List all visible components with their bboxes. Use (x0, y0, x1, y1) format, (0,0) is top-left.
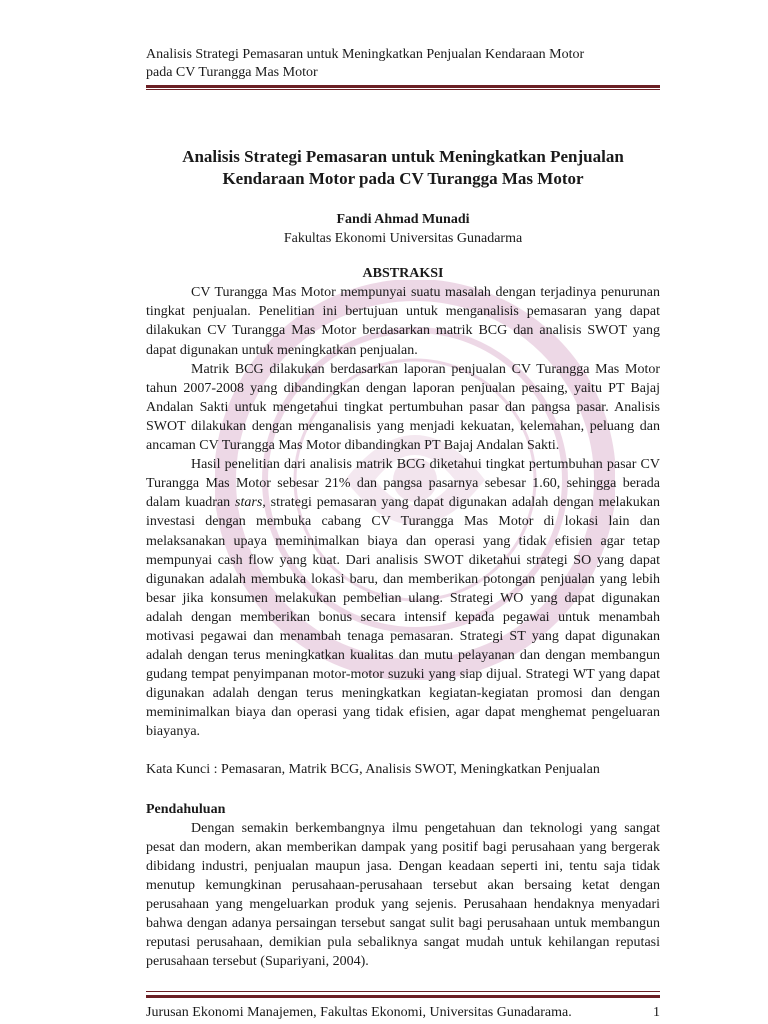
introduction-paragraph: Dengan semakin berkembangnya ilmu pengetahuan dan teknologi yang sangat pesat dan modern, akan memberikan dampak yang positif bagi perusahaan yang bergerak dibidang industri, penjualan maupun jasa. Dengan keadaan seperti ini, tentu saja tidak menutup kemungkinan perusahaan-perusahaan tersebut akan bersaing ketat dengan perusahaan yang mengeluarkan produk yang sejenis. Perusahaan hendaknya menyadari bahwa dengan adanya persaingan tersebut sangat sulit bagi perusahaan untuk membangun reputasi perusahaan, demikian pula sebaliknya sangat mudah untuk kehilangan reputasi perusahaan tersebut (Supariyani, 2004). (146, 820, 660, 970)
keywords: Kata Kunci : Pemasaran, Matrik BCG, Analisis SWOT, Meningkatkan Penjualan (146, 761, 600, 777)
author-name: Fandi Ahmad Munadi (336, 212, 470, 227)
running-header-line-2: pada CV Turangga Mas Motor (146, 65, 318, 80)
footer-rule (146, 995, 660, 998)
paper-title-line-1: Analisis Strategi Pemasaran untuk Meningkatkan Penjualan (182, 147, 624, 166)
abstract-paragraph: CV Turangga Mas Motor mempunyai suatu masalah dengan terjadinya penurunan tingkat penjualan. Penelitian ini bertujuan untuk menganalisis pemasaran yang dapat dilakukan CV Turangga Mas Motor berdasarkan matrik BCG dan analisis SWOT yang dapat digunakan untuk meningkatkan penjualan. (146, 285, 660, 358)
paper-title-line-2: Kendaraan Motor pada CV Turangga Mas Motor (222, 169, 584, 188)
running-header (146, 46, 660, 82)
running-footer (146, 1004, 660, 1022)
header-rule (146, 85, 660, 88)
section-heading-introduction: Pendahuluan (146, 801, 226, 817)
running-header-line-1: Analisis Strategi Pemasaran untuk Meningkatkan Penjualan Kendaraan Motor (146, 47, 585, 62)
paper-body (146, 146, 660, 971)
abstract-heading: ABSTRAKSI (362, 266, 444, 282)
paper-title (146, 146, 660, 190)
author-affiliation: Fakultas Ekonomi Universitas Gunadarma (283, 231, 523, 247)
footer-text: Jurusan Ekonomi Manajemen, Fakultas Ekonomi, Universitas Gunadarama. (146, 1005, 572, 1020)
abstract-paragraph: Matrik BCG dilakukan berdasarkan laporan penjualan CV Turangga Mas Motor tahun 2007-2008 yang dibandingkan dengan laporan penjualan pesaing, yaitu PT Bajaj Andalan Sakti untuk mengetahui tingkat pertumbuhan pasar dan pangsa pasar. Analisis SWOT dilakukan dengan menganalisis yang menjadi kekuatan, kelemahan, peluang dan ancaman CV Turangga Mas Motor dibandingkan PT Bajaj Andalan Sakti. (146, 361, 660, 454)
abstract-paragraph: Hasil penelitian dari analisis matrik BCG diketahui tingkat pertumbuhan pasar CV Turangga Mas Motor sebesar 21% dan pangsa pasarnya sebesar 1.60, sehingga berada dalam kuadran stars, strategi pemasaran yang dapat digunakan adalah dengan melakukan investasi dengan membuka cabang CV Turangga Mas Motor di lokasi lain dan melaksanakan upaya meminimalkan biaya dan operasi yang tidak efisien agar tetap mempunyai cash flow yang kuat. Dari analisis SWOT diketahui strategi SO yang dapat digunakan adalah membuka lokasi baru, dan memberikan potongan penjualan yang lebih besar jika konsumen melakukan pembelian ulang. Strategi WO yang dapat digunakan adalah dengan memberikan bonus secara intensif kepada pegawai untuk menambah motivasi pegawai dan menambah tenaga pemasaran. Strategi ST yang dapat digunakan adalah dengan terus meningkatkan kualitas dan mutu pelayanan dan dengan membangun gudang tempat penyimpanan motor-motor suzuki yang siap dijual. Strategi WT yang dapat digunakan adalah dengan terus meningkatkan kegiatan-kegiatan promosi dan dengan meminimalkan biaya dan operasi yang tidak efisien, agar dapat menghemat pengeluaran biayanya. (146, 457, 660, 740)
page-number: 1 (653, 1005, 660, 1020)
